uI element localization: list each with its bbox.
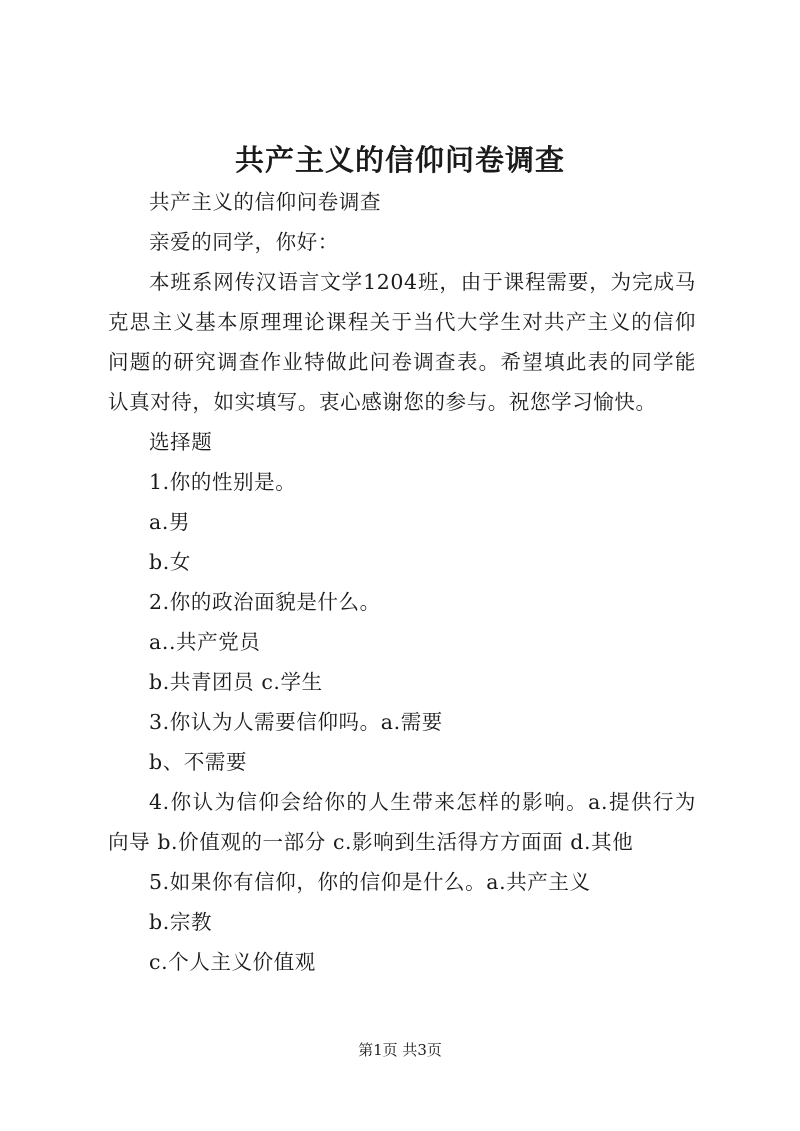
document-title: 共产主义的信仰问卷调查 <box>234 143 565 177</box>
page-footer: 第1页 共3页 <box>358 1041 442 1059</box>
question-2: 2.你的政治面貌是什么。 <box>149 590 381 614</box>
question-3-option-b: b、不需要 <box>149 750 248 774</box>
question-5-option-b: b.宗教 <box>149 910 213 934</box>
question-5-option-c: c.个人主义价值观 <box>149 950 316 974</box>
question-3: 3.你认为人需要信仰吗。a.需要 <box>149 710 443 734</box>
subtitle-paragraph: 共产主义的信仰问卷调查 <box>149 190 382 214</box>
greeting-paragraph: 亲爱的同学，你好： <box>149 230 339 254</box>
document-body <box>108 182 696 982</box>
question-1: 1.你的性别是。 <box>149 470 297 494</box>
question-1-option-a: a.男 <box>149 510 191 534</box>
intro-paragraph: 本班系网传汉语言文学1204班，由于课程需要，为完成马克思主义基本原理理论课程关于当代大学生对共产主义的信仰问题的研究调查作业特做此问卷调查表。希望填此表的同学能认真对待，如实填写。衷心感谢您的参与。祝您学习愉快。 <box>108 270 696 414</box>
question-4: 4.你认为信仰会给你的人生带来怎样的影响。a.提供行为向导 b.价值观的一部分 c.影响到生活得方方面面 d.其他 <box>108 790 696 854</box>
section-heading: 选择题 <box>149 430 213 454</box>
question-2-option-bc: b.共青团员 c.学生 <box>149 670 323 694</box>
question-2-option-a: a..共产党员 <box>149 630 261 654</box>
question-1-option-b: b.女 <box>149 550 191 574</box>
question-5: 5.如果你有信仰，你的信仰是什么。a.共产主义 <box>149 870 591 894</box>
